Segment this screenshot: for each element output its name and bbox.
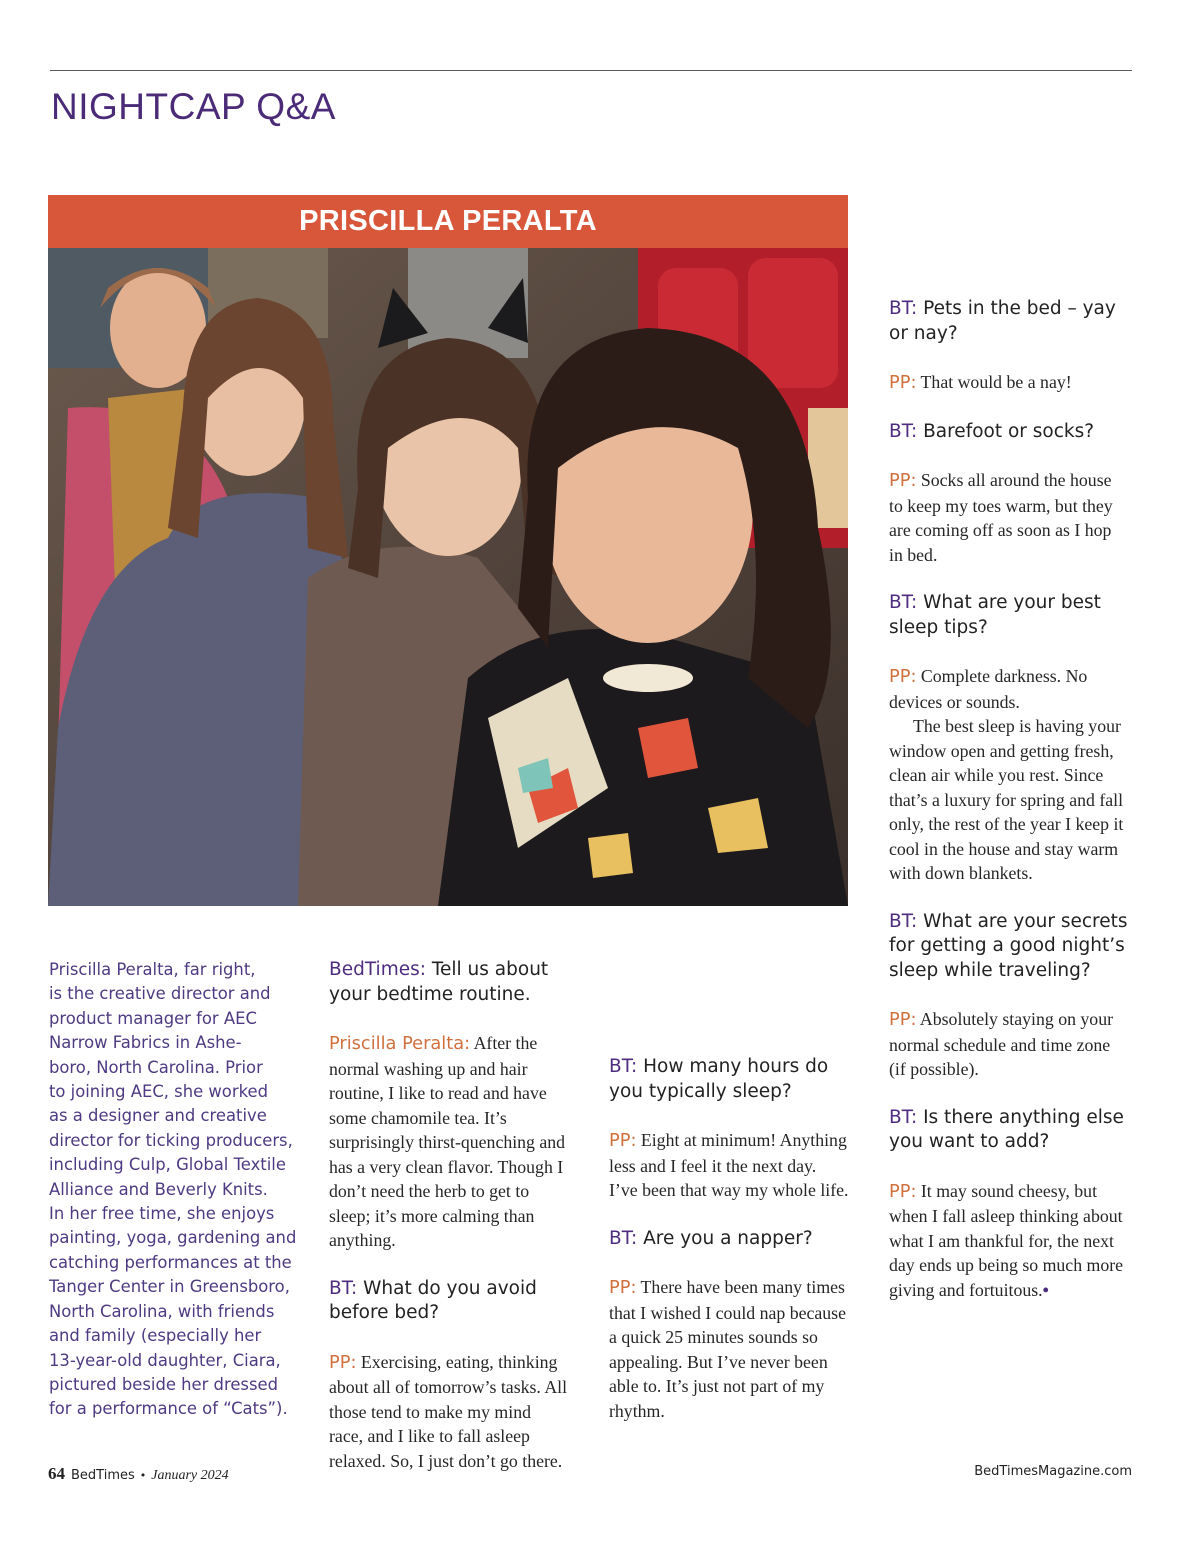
question-sleep-tips: [889, 591, 1129, 640]
answer-label: PP:: [329, 1351, 357, 1373]
answer-text: It may sound cheesy, but when I fall asleep thinking about what I am thankful for, the next day ends up being so much more giving and fortuitous.: [889, 1180, 1124, 1300]
caption-line: including Culp, Global Textile: [49, 1155, 286, 1175]
answer-label: PP:: [889, 470, 917, 491]
answer-label: PP:: [609, 1130, 637, 1151]
question-avoid-before-bed: [329, 1277, 569, 1326]
qa-column-1: [329, 958, 569, 1473]
caption-line: and family (especially her: [49, 1326, 262, 1346]
answer-text: After the normal washing up and hair routine, I like to read and have some chamomile tea. It’s surprisingly thirst-quenching and has a very clean flavor. Though I don’t need the herb to get to sleep; it’s more calming than anything.: [329, 1033, 566, 1250]
issue-date: January 2024: [151, 1468, 229, 1483]
answer-label: PP:: [609, 1277, 637, 1298]
qa-column-2: [609, 958, 849, 1423]
question-text: Pets in the bed – yay or nay?: [889, 298, 1116, 344]
answer-text: There have been many times that I wished I could nap because a quick 25 minutes sounds so appealing. But I’ve never been able to. It’s just not part of my rhythm.: [609, 1277, 846, 1421]
answer-label: PP:: [889, 372, 917, 393]
question-barefoot-or-socks: [889, 420, 1129, 445]
caption-line: North Carolina, with friends: [49, 1301, 275, 1321]
header-rule: [50, 70, 1132, 71]
answer-label: PP:: [889, 666, 917, 687]
caption-line: 13-year-old daughter, Ciara,: [49, 1350, 281, 1370]
answer-text: Absolutely staying on your normal schedule and time zone (if possible).: [889, 1009, 1114, 1079]
question-label: BT:: [609, 1056, 638, 1077]
caption-line: pictured beside her dressed: [49, 1374, 278, 1394]
question-text: Are you a napper?: [637, 1227, 813, 1249]
question-pets-in-bed: [889, 297, 1129, 346]
question-label: BT:: [889, 592, 918, 613]
folio-separator: •: [139, 1469, 147, 1482]
question-text: Tell us about your bedtime routine.: [329, 959, 549, 1005]
caption-line: Tanger Center in Greensboro,: [49, 1277, 290, 1297]
caption-line: director for ticking producers,: [49, 1130, 293, 1150]
answer-text: Eight at minimum! Anything less and I feel it the next day. I’ve been that way my whole life.: [609, 1130, 849, 1200]
answer-hours-sleep: [609, 1128, 849, 1203]
question-label: BT:: [889, 1106, 918, 1128]
question-text: How many hours do you typically sleep?: [609, 1056, 829, 1102]
question-text: What do you avoid before bed?: [329, 1277, 537, 1323]
answer-text: Socks all around the house to keep my toes warm, but they are coming off as soon as I hop in bed.: [889, 470, 1113, 565]
section-title: NIGHTCAP Q&A: [51, 86, 336, 127]
photo-caption: [49, 958, 299, 1422]
question-label: BT:: [609, 1227, 638, 1249]
caption-line: to joining AEC, she worked: [49, 1082, 268, 1102]
answer-text: Complete darkness. No devices or sounds.: [889, 666, 1088, 712]
footer-website: BedTimesMagazine.com: [974, 1464, 1132, 1479]
caption-line: product manager for AEC: [49, 1008, 257, 1028]
qa-column-3: [889, 199, 1129, 1302]
answer-text: That would be a nay!: [916, 372, 1072, 392]
caption-line: is the creative director and: [49, 984, 271, 1004]
question-text: What are your secrets for getting a good night’s sleep while traveling?: [889, 910, 1128, 981]
question-text: Barefoot or socks?: [917, 420, 1095, 442]
name-banner: PRISCILLA PERALTA: [48, 195, 848, 248]
answer-sleep-tips-paragraph-2: The best sleep is having your window open and getting fresh, clean air while you rest. Since that’s a luxury for spring and fall only, the rest of the year I keep it cool in the house and stay warm with down blankets.: [889, 716, 1124, 883]
question-anything-else: [889, 1106, 1129, 1155]
caption-line: Alliance and Beverly Knits.: [49, 1179, 268, 1199]
question-text: What are your best sleep tips?: [889, 592, 1101, 638]
question-bedtime-routine: [329, 958, 569, 1007]
question-traveling: [889, 910, 1129, 984]
answer-napper: [609, 1275, 849, 1423]
end-mark: •: [1042, 1279, 1049, 1300]
column-2-continuation-space: [609, 958, 849, 1055]
caption-line: boro, North Carolina. Prior: [49, 1057, 263, 1077]
answer-label: PP:: [889, 1009, 917, 1030]
answer-barefoot-or-socks: [889, 468, 1129, 567]
question-text: Is there anything else you want to add?: [889, 1106, 1124, 1152]
page-number: 64: [48, 1464, 65, 1483]
caption-line: as a designer and creative: [49, 1106, 267, 1126]
question-label: BedTimes:: [329, 959, 426, 980]
answer-traveling: [889, 1007, 1129, 1082]
feature-photo-block: [48, 195, 848, 906]
answer-anything-else: [889, 1179, 1129, 1303]
answer-text: Exercising, eating, thinking about all of tomorrow’s tasks. All those tend to make my mind race, and I like to fall asleep relaxed. So, I just don’t go there.: [329, 1351, 568, 1471]
magazine-name: BedTimes: [71, 1468, 135, 1483]
question-hours-sleep: [609, 1055, 849, 1104]
answer-bedtime-routine: [329, 1031, 569, 1253]
footer-folio: [48, 1464, 229, 1484]
question-label: BT:: [329, 1277, 358, 1299]
caption-line: In her free time, she enjoys: [49, 1204, 275, 1224]
caption-line: for a performance of “Cats”).: [49, 1399, 288, 1419]
caption-line: Narrow Fabrics in Ashe-: [49, 1033, 242, 1053]
answer-label: Priscilla Peralta:: [329, 1033, 471, 1054]
question-label: BT:: [889, 298, 918, 319]
column-3-continuation-space: [889, 199, 1129, 297]
question-label: BT:: [889, 420, 918, 442]
answer-avoid-before-bed: [329, 1350, 569, 1474]
caption-line: painting, yoga, gardening and: [49, 1228, 297, 1248]
answer-pets-in-bed: [889, 370, 1129, 396]
caption-line: Priscilla Peralta, far right,: [49, 960, 256, 979]
family-photo: [48, 248, 848, 906]
answer-label: PP:: [889, 1180, 917, 1202]
question-napper: [609, 1227, 849, 1252]
answer-sleep-tips: [889, 664, 1129, 714]
caption-line: catching performances at the: [49, 1252, 292, 1272]
question-label: BT:: [889, 910, 918, 932]
